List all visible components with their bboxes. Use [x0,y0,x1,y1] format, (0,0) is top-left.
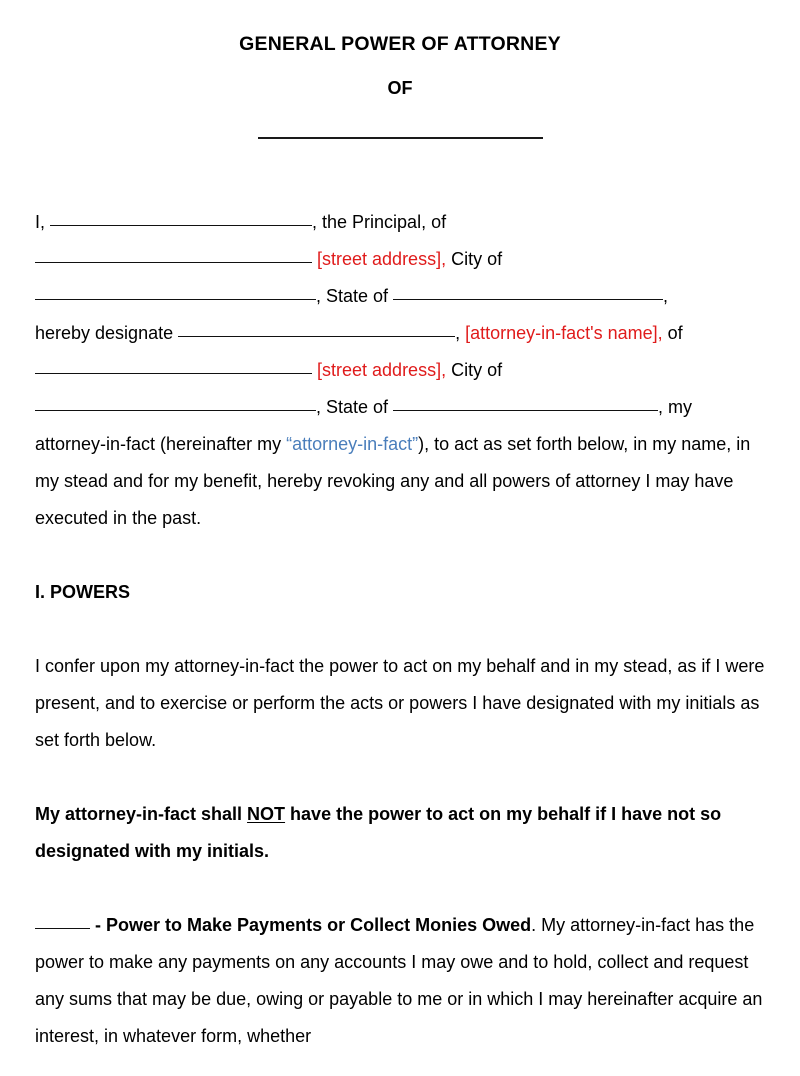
defined-term-attorney-in-fact: “attorney-in-fact” [286,434,419,455]
power-item-payments [35,870,765,1055]
principal-state-label: , State of [316,286,394,307]
principal-line-prefix: I, [35,212,51,233]
designate-line [35,315,765,352]
designate-prefix: hereby designate [35,323,179,344]
attorney-name-placeholder: [attorney-in-fact's name], [465,323,663,344]
body-block [35,147,765,1055]
principal-city-state-line [35,278,765,315]
attorney-street-placeholder: [street address], [317,360,447,381]
principal-state-comma: , [663,286,669,307]
attorney-name-blank[interactable] [178,336,455,337]
principal-name-fill-blank[interactable] [50,225,312,226]
attorney-state-blank[interactable] [393,410,658,411]
attorney-state-label: , State of [316,397,394,418]
principal-state-blank[interactable] [393,299,663,300]
attorney-street-line [35,352,765,389]
definition-prefix: attorney-in-fact (hereinafter my [35,434,287,455]
document-subtitle: OF [387,78,413,99]
principal-city-blank[interactable] [35,299,316,300]
principal-street-blank[interactable] [35,262,312,263]
designate-comma: , [455,323,466,344]
attorney-city-state-line [35,389,765,426]
power-item-body: . My attorney-in-fact has the power to make any payments on any accounts I may owe and to hold, collect and request any sums that may be due, owing or payable to me or in which I may hereinafter acquire an interest, in whatever form, whether [35,915,763,1047]
attorney-state-suffix: , my [658,397,693,418]
attorney-street-blank[interactable] [35,373,312,374]
principal-city-label: City of [446,249,503,270]
confer-paragraph: I confer upon my attorney-in-fact the power to act on my behalf and in my stead, as if I were present, and to exercise or perform the acts or powers I have designated with my initials as set forth below. [35,656,765,751]
initials-blank-payments[interactable] [35,928,90,929]
principal-name-blank[interactable] [258,137,543,139]
not-emphasis: NOT [247,804,286,825]
title-block [35,0,765,147]
principal-street-line [35,241,765,278]
document-title: GENERAL POWER OF ATTORNEY [239,33,561,55]
section-heading-powers: I. POWERS [35,582,131,603]
principal-line-suffix: , the Principal, of [312,212,447,233]
attorney-definition-paragraph [35,426,765,537]
designate-suffix: of [662,323,683,344]
principal-name-line [35,204,765,241]
principal-name-rule-wrap [35,99,765,147]
power-item-title: Power to Make Payments or Collect Monies Owed [106,915,532,936]
not-designated-paragraph [35,759,765,870]
principal-street-placeholder: [street address], [317,249,447,270]
definition-suffix: ), to act as set forth below, in my name, in my stead and for my benefit, hereby revoking any and all powers of attorney I may have executed in the past. [35,434,751,529]
attorney-city-blank[interactable] [35,410,316,411]
power-item-separator: - [90,915,106,936]
attorney-city-label: City of [446,360,503,381]
not-paragraph-suffix: have the power to act on my behalf if I have not so designated with my initials. [35,804,722,862]
not-paragraph-prefix: My attorney-in-fact shall [35,804,248,825]
